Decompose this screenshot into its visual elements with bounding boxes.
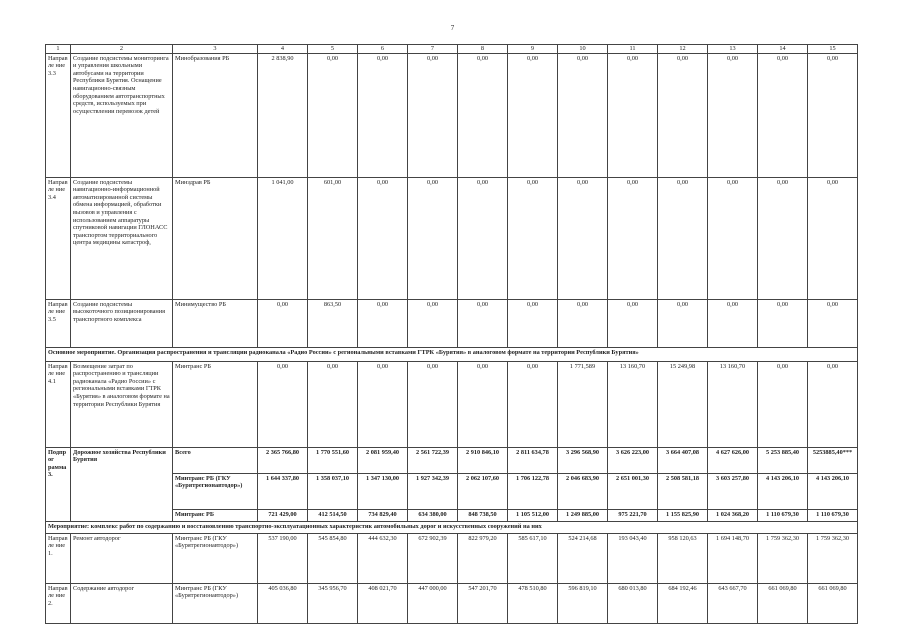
value-cell: 3 603 257,80 xyxy=(708,473,758,509)
row-executor: Минтранс РБ (ГКУ «Бурятрегионавтодор») xyxy=(173,583,258,623)
value-cell: 1 759 362,30 xyxy=(808,533,858,583)
value-cell: 0,00 xyxy=(358,53,408,177)
value-cell: 0,00 xyxy=(708,53,758,177)
value-cell: 1 644 337,80 xyxy=(258,473,308,509)
value-cell: 0,00 xyxy=(808,299,858,347)
row-executor: Всего xyxy=(173,447,258,473)
row-description: Возмещение затрат по распространению и трансляции радиоканала «Радио России» с региональными вставками ГТРК «Бурятия» в аналоговом формате на территории Республики Бурятия xyxy=(71,361,173,447)
value-cell: 0,00 xyxy=(258,361,308,447)
value-cell: 13 160,70 xyxy=(708,361,758,447)
value-cell: 822 979,20 xyxy=(458,533,508,583)
value-cell: 721 429,00 xyxy=(258,509,308,521)
value-cell: 478 510,80 xyxy=(508,583,558,623)
column-number: 5 xyxy=(308,45,358,54)
value-cell: 661 069,80 xyxy=(758,583,808,623)
value-cell: 1 024 368,20 xyxy=(708,509,758,521)
value-cell: 1 110 679,30 xyxy=(758,509,808,521)
column-number: 9 xyxy=(508,45,558,54)
subprogram-row xyxy=(46,447,858,473)
value-cell: 2 561 722,39 xyxy=(408,447,458,473)
value-cell: 1 927 342,39 xyxy=(408,473,458,509)
row-executor: Минтранс РБ xyxy=(173,509,258,521)
column-number: 14 xyxy=(758,45,808,54)
value-cell: 2 811 634,78 xyxy=(508,447,558,473)
table-row xyxy=(46,177,858,299)
value-cell: 1 155 825,90 xyxy=(658,509,708,521)
value-cell: 0,00 xyxy=(408,177,458,299)
value-cell: 524 214,68 xyxy=(558,533,608,583)
row-code: Направле ние 2. xyxy=(46,583,71,623)
value-cell: 447 000,00 xyxy=(408,583,458,623)
section-title: Мероприятие: комплекс работ по содержанию и восстановлению транспортно-эксплуатационных характеристик автомобильных дорог и искусственных сооружений на них xyxy=(46,521,858,533)
column-number: 4 xyxy=(258,45,308,54)
value-cell: 4 143 206,10 xyxy=(808,473,858,509)
value-cell: 15 249,98 xyxy=(658,361,708,447)
value-cell: 1 105 512,00 xyxy=(508,509,558,521)
row-executor: Минтранс РБ (ГКУ «Бурятрегионавтодор») xyxy=(173,533,258,583)
value-cell: 193 043,40 xyxy=(608,533,658,583)
row-executor: Минобразования РБ xyxy=(173,53,258,177)
row-executor: Минимущество РБ xyxy=(173,299,258,347)
row-description: Дорожное хозяйства Республики Бурятия xyxy=(71,447,173,521)
column-number: 12 xyxy=(658,45,708,54)
column-number: 7 xyxy=(408,45,458,54)
value-cell: 5253885,40*** xyxy=(808,447,858,473)
row-executor: Минздрав РБ xyxy=(173,177,258,299)
value-cell: 0,00 xyxy=(358,177,408,299)
value-cell: 0,00 xyxy=(708,177,758,299)
value-cell: 444 632,30 xyxy=(358,533,408,583)
section-title: Основное мероприятие. Организация распространения и трансляции радиоканала «Радио России» с региональными вставками ГТРК «Бурятия» в аналоговом формате на территории Республики Бурятия» xyxy=(46,347,858,361)
row-description: Создание подсистемы навигационно-информационной автоматизированной системы обмена информацией, обработки вызовов и управления с использованием аппаратуры спутниковой навигации ГЛОНАСС транспортом территориального центра медицины катастроф, xyxy=(71,177,173,299)
value-cell: 0,00 xyxy=(358,361,408,447)
value-cell: 0,00 xyxy=(708,299,758,347)
value-cell: 0,00 xyxy=(808,177,858,299)
value-cell: 2 365 766,80 xyxy=(258,447,308,473)
column-number: 1 xyxy=(46,45,71,54)
column-number: 8 xyxy=(458,45,508,54)
value-cell: 958 120,63 xyxy=(658,533,708,583)
row-code: Подпрог рамма 3. xyxy=(46,447,71,521)
page-number: 7 xyxy=(450,24,455,32)
column-number: 15 xyxy=(808,45,858,54)
value-cell: 0,00 xyxy=(558,299,608,347)
value-cell: 1 347 130,00 xyxy=(358,473,408,509)
value-cell: 0,00 xyxy=(458,53,508,177)
value-cell: 2 910 846,10 xyxy=(458,447,508,473)
value-cell: 0,00 xyxy=(258,299,308,347)
value-cell: 3 296 568,90 xyxy=(558,447,608,473)
value-cell: 545 854,80 xyxy=(308,533,358,583)
value-cell: 547 201,70 xyxy=(458,583,508,623)
value-cell: 585 617,10 xyxy=(508,533,558,583)
value-cell: 5 253 885,40 xyxy=(758,447,808,473)
value-cell: 1 110 679,30 xyxy=(808,509,858,521)
value-cell: 0,00 xyxy=(758,53,808,177)
value-cell: 1 249 885,00 xyxy=(558,509,608,521)
value-cell: 0,00 xyxy=(358,299,408,347)
value-cell: 0,00 xyxy=(758,177,808,299)
column-number: 13 xyxy=(708,45,758,54)
table-row xyxy=(46,533,858,583)
value-cell: 0,00 xyxy=(608,299,658,347)
value-cell: 684 192,46 xyxy=(658,583,708,623)
value-cell: 0,00 xyxy=(308,361,358,447)
value-cell: 0,00 xyxy=(508,177,558,299)
value-cell: 634 380,00 xyxy=(408,509,458,521)
value-cell: 2 838,90 xyxy=(258,53,308,177)
table-row xyxy=(46,361,858,447)
section-heading xyxy=(46,347,858,361)
value-cell: 3 664 407,08 xyxy=(658,447,708,473)
value-cell: 601,00 xyxy=(308,177,358,299)
row-description: Ремонт автодорог xyxy=(71,533,173,583)
value-cell: 848 738,50 xyxy=(458,509,508,521)
row-code: Направле ние 4.1 xyxy=(46,361,71,447)
value-cell: 2 508 581,18 xyxy=(658,473,708,509)
value-cell: 0,00 xyxy=(458,361,508,447)
row-description: Содержание автодорог xyxy=(71,583,173,623)
value-cell: 0,00 xyxy=(808,361,858,447)
value-cell: 2 651 001,30 xyxy=(608,473,658,509)
value-cell: 975 221,70 xyxy=(608,509,658,521)
value-cell: 0,00 xyxy=(758,299,808,347)
value-cell: 412 514,50 xyxy=(308,509,358,521)
row-description: Создание подсистемы мониторинга и управления школьными автобусами на территории Республики Бурятия. Оснащение навигационно-связным оборудованием автотранспортных средств, используемых при осуществлении перевозок детей xyxy=(71,53,173,177)
row-executor: Минтранс РБ xyxy=(173,361,258,447)
value-cell: 596 819,10 xyxy=(558,583,608,623)
value-cell: 537 190,00 xyxy=(258,533,308,583)
value-cell: 0,00 xyxy=(508,53,558,177)
value-cell: 1 771,589 xyxy=(558,361,608,447)
value-cell: 1 706 122,78 xyxy=(508,473,558,509)
value-cell: 672 902,39 xyxy=(408,533,458,583)
value-cell: 0,00 xyxy=(458,177,508,299)
value-cell: 2 046 683,90 xyxy=(558,473,608,509)
value-cell: 1 358 037,10 xyxy=(308,473,358,509)
value-cell: 2 081 959,40 xyxy=(358,447,408,473)
table-row xyxy=(46,299,858,347)
value-cell: 1 770 551,60 xyxy=(308,447,358,473)
value-cell: 345 956,70 xyxy=(308,583,358,623)
value-cell: 1 041,00 xyxy=(258,177,308,299)
value-cell: 3 626 223,00 xyxy=(608,447,658,473)
value-cell: 0,00 xyxy=(508,299,558,347)
table-row xyxy=(46,53,858,177)
value-cell: 0,00 xyxy=(608,53,658,177)
value-cell: 0,00 xyxy=(308,53,358,177)
value-cell: 0,00 xyxy=(408,53,458,177)
value-cell: 0,00 xyxy=(458,299,508,347)
value-cell: 643 667,70 xyxy=(708,583,758,623)
column-number: 6 xyxy=(358,45,408,54)
value-cell: 0,00 xyxy=(758,361,808,447)
column-number: 10 xyxy=(558,45,608,54)
value-cell: 408 021,70 xyxy=(358,583,408,623)
row-code: Направле ние 3.5 xyxy=(46,299,71,347)
row-code: Направле ние 3.3 xyxy=(46,53,71,177)
section-heading xyxy=(46,521,858,533)
row-executor: Минтранс РБ (ГКУ «Бурятрегионавтодор») xyxy=(173,473,258,509)
value-cell: 0,00 xyxy=(658,53,708,177)
row-code: Направле ние 3.4 xyxy=(46,177,71,299)
value-cell: 0,00 xyxy=(608,177,658,299)
value-cell: 13 160,70 xyxy=(608,361,658,447)
value-cell: 863,50 xyxy=(308,299,358,347)
value-cell: 1 759 362,30 xyxy=(758,533,808,583)
column-number: 2 xyxy=(71,45,173,54)
column-number: 11 xyxy=(608,45,658,54)
value-cell: 661 069,80 xyxy=(808,583,858,623)
row-description: Создание подсистемы высокоточного позиционирования транспортного комплекса xyxy=(71,299,173,347)
header-row xyxy=(46,45,858,54)
value-cell: 4 627 626,00 xyxy=(708,447,758,473)
value-cell: 0,00 xyxy=(408,299,458,347)
value-cell: 0,00 xyxy=(408,361,458,447)
value-cell: 1 694 148,70 xyxy=(708,533,758,583)
value-cell: 405 036,80 xyxy=(258,583,308,623)
value-cell: 2 062 107,60 xyxy=(458,473,508,509)
column-number: 3 xyxy=(173,45,258,54)
value-cell: 734 829,40 xyxy=(358,509,408,521)
budget-table xyxy=(45,44,858,624)
value-cell: 0,00 xyxy=(558,53,608,177)
table-row xyxy=(46,583,858,623)
value-cell: 0,00 xyxy=(508,361,558,447)
value-cell: 680 013,80 xyxy=(608,583,658,623)
value-cell: 0,00 xyxy=(558,177,608,299)
value-cell: 0,00 xyxy=(658,299,708,347)
value-cell: 0,00 xyxy=(808,53,858,177)
value-cell: 4 143 206,10 xyxy=(758,473,808,509)
row-code: Направле ние 1. xyxy=(46,533,71,583)
value-cell: 0,00 xyxy=(658,177,708,299)
